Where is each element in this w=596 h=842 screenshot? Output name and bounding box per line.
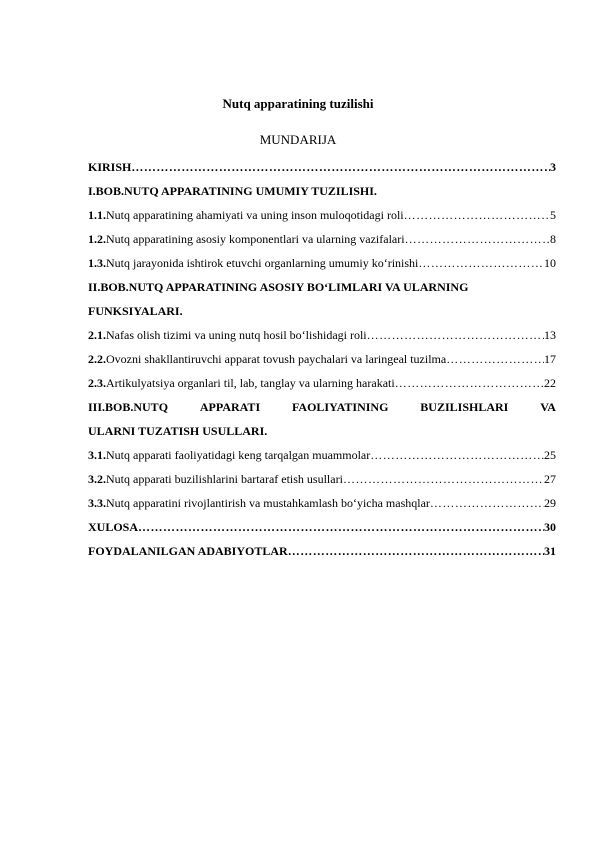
toc-leader-dots — [418, 251, 544, 275]
toc-leader-dots — [138, 515, 544, 539]
toc-leader-dots — [446, 347, 544, 371]
toc-entry-intro[interactable] — [88, 155, 556, 179]
toc-page-number: 17 — [544, 352, 556, 366]
toc-entry-label: Nutq apparati buzilishlarini bartaraf etish usullari — [106, 472, 343, 486]
toc-chapter-3-line-1[interactable] — [88, 395, 556, 419]
toc-section-number: 3.1. — [88, 448, 106, 462]
table-of-contents — [88, 155, 556, 563]
toc-entry-3-3[interactable] — [88, 491, 556, 515]
toc-entry-label: Nutq apparati faoliyatidagi keng tarqalgan muammolar — [106, 448, 371, 462]
toc-entry-label: Nutq apparatining asosiy komponentlari va ularning vazifalari — [106, 232, 405, 246]
toc-leader-dots — [131, 155, 550, 179]
toc-page-number: 30 — [544, 520, 556, 534]
toc-entry-label: FOYDALANILGAN ADABIYOTLAR — [88, 544, 288, 558]
toc-chapter-label: FUNKSIYALARI. — [88, 304, 183, 318]
toc-leader-dots — [343, 467, 544, 491]
toc-entry-2-3[interactable] — [88, 371, 556, 395]
contents-heading: MUNDARIJA — [259, 132, 337, 147]
toc-entry-1-3[interactable] — [88, 251, 556, 275]
toc-section-number: 2.3. — [88, 376, 106, 390]
toc-leader-dots — [405, 227, 550, 251]
toc-page-number: 25 — [544, 448, 556, 462]
toc-entry-2-1[interactable] — [88, 323, 556, 347]
toc-chapter-word: BUZILISHLARI — [420, 400, 509, 414]
toc-page-number: 27 — [544, 472, 556, 486]
toc-chapter-label: I.BOB.NUTQ APPARATINING UMUMIY TUZILISHI. — [88, 184, 377, 198]
toc-entry-2-2[interactable] — [88, 347, 556, 371]
toc-chapter-3-line-2[interactable] — [88, 419, 556, 443]
toc-page-number: 8 — [550, 232, 556, 246]
toc-chapter-2-line-2[interactable] — [88, 299, 556, 323]
toc-leader-dots — [367, 323, 544, 347]
toc-chapter-word: APPARATI — [199, 400, 261, 414]
toc-section-number: 2.1. — [88, 328, 106, 342]
toc-entry-1-1[interactable] — [88, 203, 556, 227]
toc-entry-label: Nutq apparatining ahamiyati va uning inson muloqotidagi roli — [106, 208, 404, 222]
toc-chapter-label: ULARNI TUZATISH USULLARI. — [88, 424, 268, 438]
toc-page-number: 5 — [550, 208, 556, 222]
toc-chapter-word: FAOLIYATINING — [291, 400, 389, 414]
toc-chapter-word: VA — [540, 400, 556, 414]
toc-section-number: 1.3. — [88, 256, 106, 270]
toc-entry-1-2[interactable] — [88, 227, 556, 251]
toc-entry-label: Nutq jarayonida ishtirok etuvchi organlarning umumiy ko‘rinishi — [106, 256, 419, 270]
toc-chapter-word: III.BOB.NUTQ — [88, 400, 169, 414]
toc-page-number: 10 — [544, 256, 556, 270]
toc-entry-label: Nutq apparatini rivojlantirish va mustahkamlash bo‘yicha mashqlar — [106, 496, 430, 510]
toc-page-number: 22 — [544, 376, 556, 390]
toc-leader-dots — [395, 371, 544, 395]
toc-page-number: 31 — [544, 544, 556, 558]
toc-entry-references[interactable] — [88, 539, 556, 563]
toc-leader-dots — [404, 203, 550, 227]
toc-page-number: 13 — [544, 328, 556, 342]
toc-entry-label: Artikulyatsiya organlari til, lab, tanglay va ularning harakati — [106, 376, 395, 390]
toc-leader-dots — [430, 491, 544, 515]
toc-chapter-label: II.BOB.NUTQ APPARATINING ASOSIY BO‘LIMLARI VA ULARNING — [88, 280, 469, 294]
toc-section-number: 1.2. — [88, 232, 106, 246]
toc-entry-3-1[interactable] — [88, 443, 556, 467]
toc-page-number: 29 — [544, 496, 556, 510]
toc-section-number: 3.3. — [88, 496, 106, 510]
toc-section-number: 1.1. — [88, 208, 106, 222]
toc-leader-dots — [288, 539, 544, 563]
toc-section-number: 2.2. — [88, 352, 106, 366]
toc-entry-conclusion[interactable] — [88, 515, 556, 539]
toc-section-number: 3.2. — [88, 472, 106, 486]
toc-entry-label: KIRISH — [88, 160, 132, 174]
document-title: Nutq apparatining tuzilishi — [222, 96, 374, 111]
toc-entry-label: XULOSA — [88, 520, 139, 534]
toc-leader-dots — [370, 443, 544, 467]
toc-page-number: 3 — [550, 160, 556, 174]
toc-chapter-1[interactable] — [88, 179, 556, 203]
toc-entry-label: Ovozni shakllantiruvchi apparat tovush paychalari va laringeal tuzilma — [106, 352, 447, 366]
toc-entry-3-2[interactable] — [88, 467, 556, 491]
toc-chapter-2-line-1[interactable] — [88, 275, 556, 299]
toc-entry-label: Nafas olish tizimi va uning nutq hosil bo‘lishidagi roli — [106, 328, 367, 342]
